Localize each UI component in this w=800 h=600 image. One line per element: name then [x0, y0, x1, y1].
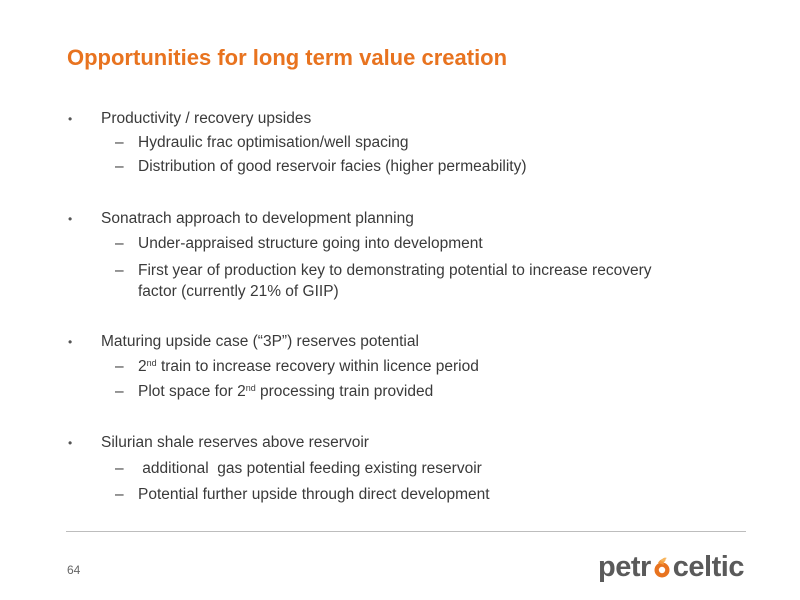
dash-marker: – — [115, 262, 124, 279]
ordinal-suffix: nd — [146, 358, 157, 368]
footer-divider — [66, 531, 746, 532]
sub-bullet-text: Under-appraised structure going into development — [138, 235, 483, 252]
dash-marker: – — [115, 358, 124, 375]
sub-bullet-text: Distribution of good reservoir facies (higher permeability) — [138, 158, 527, 175]
dash-marker: – — [115, 486, 124, 503]
dash-marker: – — [115, 460, 124, 477]
sub-bullet-text: additional gas potential feeding existing reservoir — [138, 460, 482, 477]
sub-bullet-lead: Plot space for 2 — [138, 383, 246, 400]
dash-marker: – — [115, 383, 124, 400]
dash-marker: – — [115, 158, 124, 175]
sub-bullet-rest: train to increase recovery within licence period — [156, 358, 479, 375]
sub-bullet-rest: processing train provided — [255, 383, 434, 400]
dash-marker: – — [115, 134, 124, 151]
logo-text-left: petr — [598, 551, 651, 583]
petroceltic-logo — [598, 550, 744, 584]
slide-title: Opportunities for long term value creation — [67, 45, 508, 70]
sub-bullet-text: Hydraulic frac optimisation/well spacing — [138, 134, 409, 151]
ordinal-number: 2 — [138, 358, 147, 375]
flame-o-icon — [652, 553, 672, 575]
sub-bullet-text — [138, 358, 479, 376]
page-number: 64 — [67, 563, 81, 577]
bullet-marker: • — [68, 335, 73, 349]
bullet-text: Sonatrach approach to development planning — [101, 210, 414, 227]
bullet-text: Maturing upside case (“3P”) reserves potential — [101, 333, 419, 350]
sub-bullet-text: Potential further upside through direct development — [138, 486, 490, 503]
logo-text-right: celtic — [672, 551, 744, 583]
flame-o-icon-svg — [652, 557, 672, 579]
bullet-text: Productivity / recovery upsides — [101, 110, 312, 127]
sub-bullet-text — [138, 383, 433, 401]
bullet-marker: • — [68, 212, 73, 226]
bullet-text: Silurian shale reserves above reservoir — [101, 434, 369, 451]
bullet-marker: • — [68, 436, 73, 450]
sub-bullet-text: First year of production key to demonstrating potential to increase recovery — [138, 262, 652, 279]
ordinal-suffix: nd — [245, 383, 256, 393]
sub-bullet-text-line2: factor (currently 21% of GIIP) — [138, 283, 339, 300]
dash-marker: – — [115, 235, 124, 252]
bullet-marker: • — [68, 112, 73, 126]
